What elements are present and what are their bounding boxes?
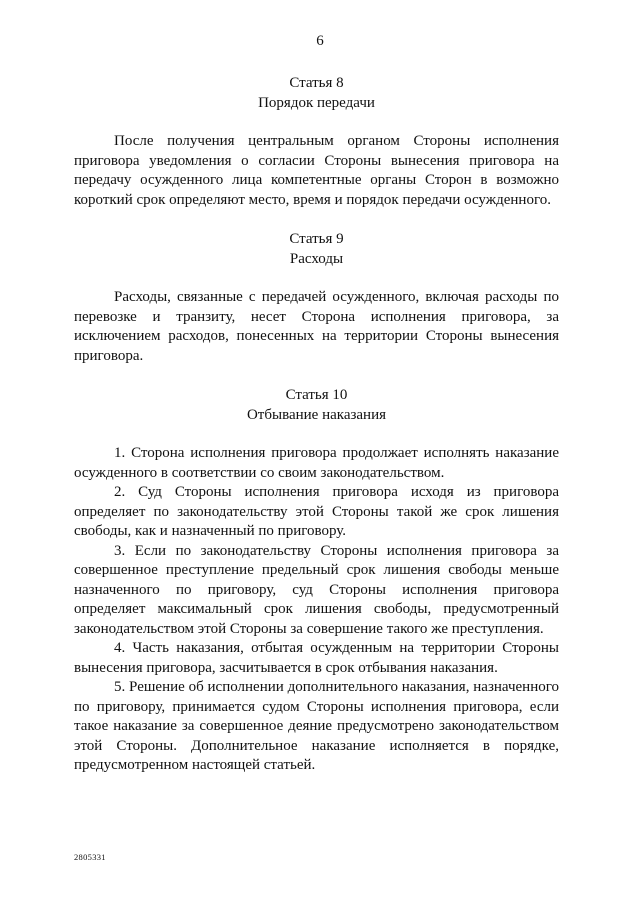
- article-title: Расходы: [289, 250, 344, 267]
- paragraph: Расходы, связанные с передачей осужденного, включая расходы по перевозке и транзиту, несет Сторона исполнения приговора, за исключением расходов, понесенных на территории Стороны вынесения приговора.: [74, 289, 559, 364]
- article-8: [74, 74, 559, 210]
- page-number: 6: [316, 33, 324, 49]
- paragraph-item-2: 2. Суд Стороны исполнения приговора исходя из приговора определяет по законодательству этой Стороны такой же срок лишения свободы, как и назначенный по приговору.: [74, 484, 559, 539]
- article-9: [74, 230, 559, 366]
- article-number: Статья 10: [285, 387, 348, 403]
- article-heading: [74, 74, 559, 113]
- article-title: Порядок передачи: [258, 94, 375, 111]
- article-title: Отбывание наказания: [246, 406, 387, 423]
- article-number: Статья 8: [289, 75, 344, 91]
- paragraph-item-5: 5. Решение об исполнении дополнительного наказания, назначенного по приговору, принимается судом Стороны исполнения приговора, если такое наказание за совершенное деяние предусмотрено законодательством этой Стороны. Дополнительное наказание исполняется в порядке, предусмотренном настоящей статьей.: [74, 679, 559, 773]
- article-10: [74, 386, 559, 776]
- paragraph-item-1: 1. Сторона исполнения приговора продолжает исполнять наказание осужденного в соответствии со своим законодательством.: [74, 445, 559, 481]
- paragraph-item-4: 4. Часть наказания, отбытая осужденным на территории Стороны вынесения приговора, засчитывается в срок отбывания наказания.: [74, 640, 559, 676]
- article-heading: [74, 230, 559, 269]
- paragraph-item-3: 3. Если по законодательству Стороны исполнения приговора за совершенное преступление предельный срок лишения свободы меньше назначенного по приговору, суд Стороны исполнения приговора определяет максимальный срок лишения свободы, предусмотренный законодательством этой Стороны за совершение такого же преступления.: [74, 542, 559, 637]
- article-heading: [74, 386, 559, 425]
- document-code: 2805331: [74, 852, 106, 862]
- article-number: Статья 9: [289, 231, 344, 247]
- document-body: [74, 74, 559, 796]
- paragraph: После получения центральным органом Стороны исполнения приговора уведомления о согласии Стороны вынесения приговора на передачу осужденного лица компетентные органы Сторон в возможно короткий срок определяют место, время и порядок передачи осужденного.: [74, 133, 559, 208]
